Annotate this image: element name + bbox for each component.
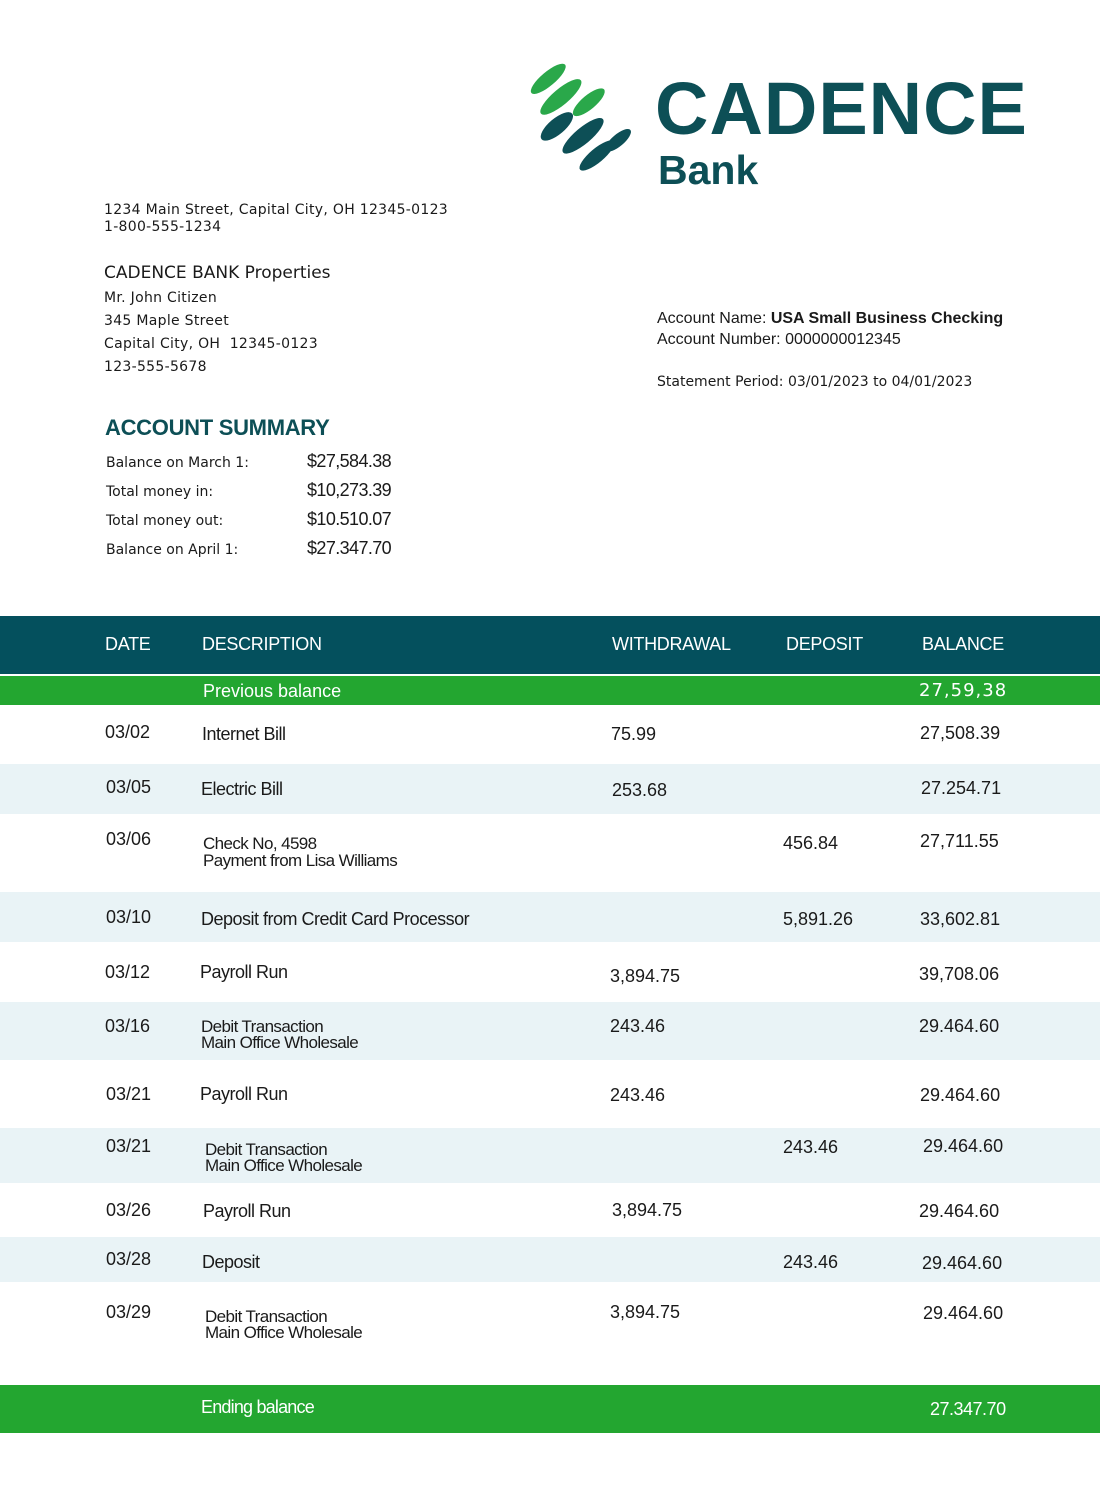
bank-address-line2: 1-800-555-1234 bbox=[104, 219, 222, 235]
row-date: 03/02 bbox=[105, 722, 151, 742]
row-description: Internet Bill bbox=[202, 724, 286, 744]
account-name-label: Account Name: bbox=[657, 310, 771, 327]
row-balance: 29.464.60 bbox=[919, 1016, 1000, 1036]
row-withdrawal: 3,894.75 bbox=[610, 966, 681, 986]
row-balance: 29.464.60 bbox=[920, 1085, 1001, 1105]
header-date: DATE bbox=[105, 634, 151, 654]
cadence-logo-mark-icon bbox=[528, 48, 638, 208]
ending-balance-row bbox=[0, 1385, 1100, 1433]
row-withdrawal: 3,894.75 bbox=[610, 1302, 681, 1322]
ending-balance-value: 27.347.70 bbox=[930, 1399, 1006, 1419]
row-withdrawal: 75.99 bbox=[611, 724, 657, 744]
customer-phone: 123-555-5678 bbox=[104, 359, 207, 375]
table-header bbox=[0, 616, 1100, 674]
row-date: 03/16 bbox=[105, 1016, 151, 1036]
row-withdrawal: 3,894.75 bbox=[612, 1200, 683, 1220]
row-description: Debit Transaction bbox=[201, 1017, 324, 1036]
row-description-line2: Main Office Wholesale bbox=[201, 1033, 359, 1052]
row-description: Electric Bill bbox=[201, 779, 283, 799]
row-balance: 27,508.39 bbox=[920, 723, 1001, 743]
row-date: 03/10 bbox=[106, 907, 152, 927]
brand-name: CADENCE bbox=[655, 67, 1028, 150]
row-description: Payroll Run bbox=[200, 962, 288, 982]
row-description-line2: Main Office Wholesale bbox=[205, 1323, 363, 1342]
row-deposit: 243.46 bbox=[783, 1252, 839, 1272]
row-deposit: 5,891.26 bbox=[783, 909, 854, 929]
account-number bbox=[657, 331, 901, 349]
header-balance: BALANCE bbox=[922, 634, 1004, 654]
row-balance: 29.464.60 bbox=[923, 1303, 1004, 1323]
row-date: 03/05 bbox=[106, 777, 152, 797]
row-description-line2: Main Office Wholesale bbox=[205, 1156, 363, 1175]
row-description-line2: Payment from Lisa Williams bbox=[203, 851, 398, 870]
row-description: Payroll Run bbox=[203, 1201, 291, 1221]
summary-label: Total money out: bbox=[106, 513, 224, 529]
row-date: 03/21 bbox=[106, 1136, 152, 1156]
summary-value: $10.510.07 bbox=[307, 509, 392, 529]
row-description: Debit Transaction bbox=[205, 1307, 328, 1326]
summary-value: $27.347.70 bbox=[307, 538, 392, 558]
customer-company: CADENCE BANK Properties bbox=[104, 263, 331, 283]
row-date: 03/26 bbox=[106, 1200, 152, 1220]
row-balance: 27,711.55 bbox=[920, 831, 999, 851]
row-date: 03/06 bbox=[106, 829, 152, 849]
row-description: Deposit bbox=[202, 1252, 260, 1272]
previous-balance-row bbox=[0, 676, 1100, 705]
statement-period: Statement Period: 03/01/2023 to 04/01/2023 bbox=[657, 374, 973, 390]
previous-balance-label: Previous balance bbox=[203, 681, 342, 701]
header-withdrawal: WITHDRAWAL bbox=[612, 634, 731, 654]
row-date: 03/12 bbox=[105, 962, 151, 982]
header-deposit: DEPOSIT bbox=[786, 634, 863, 654]
row-description: Check No, 4598 bbox=[203, 834, 317, 853]
bank-address-line1: 1234 Main Street, Capital City, OH 12345-0123 bbox=[104, 202, 448, 218]
summary-title: ACCOUNT SUMMARY bbox=[105, 415, 330, 440]
row-deposit: 456.84 bbox=[783, 833, 839, 853]
ending-balance-label: Ending balance bbox=[201, 1397, 314, 1417]
row-date: 03/28 bbox=[106, 1249, 152, 1269]
summary-value: $10,273.39 bbox=[307, 480, 392, 500]
account-number-label: Account Number: bbox=[657, 331, 786, 348]
summary-value: $27,584.38 bbox=[307, 451, 392, 471]
summary-label: Total money in: bbox=[106, 484, 214, 500]
row-description: Deposit from Credit Card Processor bbox=[201, 909, 470, 929]
customer-city: Capital City, OH 12345-0123 bbox=[104, 336, 318, 352]
account-name-value: USA Small Business Checking bbox=[770, 310, 1004, 327]
row-balance: 29.464.60 bbox=[923, 1136, 1004, 1156]
row-withdrawal: 243.46 bbox=[610, 1085, 666, 1105]
row-description: Payroll Run bbox=[200, 1084, 288, 1104]
summary-label: Balance on April 1: bbox=[106, 542, 239, 558]
customer-street: 345 Maple Street bbox=[104, 313, 230, 329]
account-name bbox=[657, 310, 1003, 328]
row-date: 03/21 bbox=[106, 1084, 152, 1104]
brand-sub: Bank bbox=[658, 147, 759, 193]
header-description: DESCRIPTION bbox=[202, 634, 322, 654]
row-withdrawal: 243.46 bbox=[610, 1016, 666, 1036]
row-balance: 29.464.60 bbox=[922, 1253, 1003, 1273]
row-balance: 29.464.60 bbox=[919, 1201, 1000, 1221]
row-balance: 33,602.81 bbox=[920, 909, 1001, 929]
account-number-value: 0000000012345 bbox=[785, 331, 901, 348]
row-withdrawal: 253.68 bbox=[612, 780, 668, 800]
row-date: 03/29 bbox=[106, 1302, 152, 1322]
previous-balance-value: 27,59,38 bbox=[919, 680, 1008, 701]
row-balance: 39,708.06 bbox=[919, 964, 1000, 984]
customer-name: Mr. John Citizen bbox=[104, 290, 218, 306]
summary-label: Balance on March 1: bbox=[106, 455, 249, 471]
row-balance: 27.254.71 bbox=[921, 778, 1002, 798]
row-deposit: 243.46 bbox=[783, 1137, 839, 1157]
row-description: Debit Transaction bbox=[205, 1140, 328, 1159]
